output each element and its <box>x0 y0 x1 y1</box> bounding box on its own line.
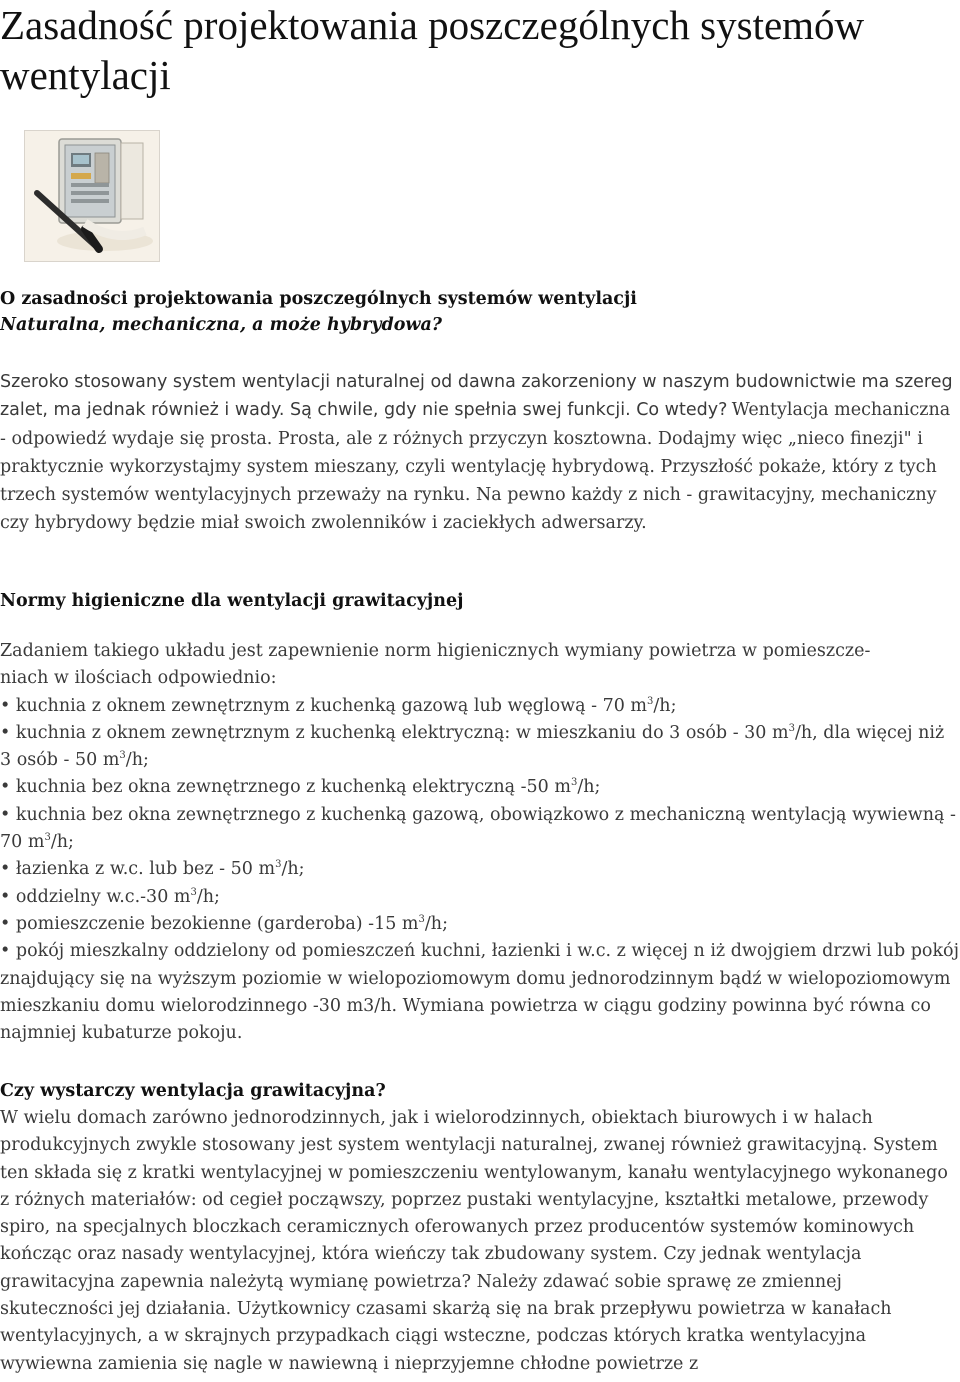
list-item: • kuchnia z oknem zewnętrznym z kuchenką gazową lub węglową - 70 $m^3/h$; <box>0 695 677 716</box>
list-item: • łazienka z w.c. lub bez - 50 $m^3/h$; <box>0 859 305 880</box>
intro-text-serif: Wentylacja mechaniczna - odpowiedź wydaje się prosta. Prosta, ale z różnych przyczyn kosztowna. Dodajmy więc „nieco finezji" i praktycznie wykorzystajmy system mieszany, czyli wentylację hybrydową. Przyszłość pokaże, który z tych trzech systemów wentylacyjnych przeważy na rynku. Na pewno każdy z nich - grawitacyjny, mechaniczny czy hybrydowy będzie miał swoich zwolenników i zaciekłych adwersarzy. <box>0 400 951 534</box>
ventilation-cabinet-image <box>25 131 159 261</box>
list-item: • oddzielny w.c.-30 $m^3/h$; <box>0 886 220 907</box>
lead-subheading: Naturalna, mechaniczna, a może hybrydowa? <box>0 315 443 335</box>
page-title: Zasadność projektowania poszczególnych systemów wentylacji <box>0 2 865 98</box>
list-item: • kuchnia z oknem zewnętrznym z kuchenką elektryczną: w mieszkaniu do 3 osób - 30 $m^3/h$, dla więcej niż 3 osób - 50 $m^3/h$; <box>0 722 945 771</box>
norms-body <box>0 638 960 1047</box>
list-item-last: • pokój mieszkalny oddzielony od pomieszczeń kuchni, łazienki i w.c. z więcej n iż dwojgiem drzwi lub pokój znajdujący się na wyższym poziomie w wielopoziomowym domu jednorodzinnym bądź w wielopoziomowym mieszkaniu domu wielorodzinnego -30 m3/h. Wymiana powietrza w ciągu godziny powinna być równa co najmniej kubaturze pokoju. <box>0 941 960 1044</box>
list-item: • kuchnia bez okna zewnętrznego z kuchenką gazową, obowiązkowo z mechaniczną wentylacją wywiewną - 70 $m^3/h$; <box>0 804 956 853</box>
list-item: • kuchnia bez okna zewnętrznego z kuchenką elektryczną -50 $m^3/h$; <box>0 777 601 798</box>
lead-section <box>0 286 960 338</box>
norms-heading: Normy higieniczne dla wentylacji grawitacyjnej <box>0 591 464 611</box>
intro-text-sans: Szeroko stosowany system wentylacji naturalnej od dawna zakorzeniony w naszym budownictwie ma szereg zalet, ma jednak również i wady. Są chwile, gdy nie spełnia swej funkcji. Co wtedy? <box>0 372 953 421</box>
gravity-heading: Czy wystarczy wentylacja grawitacyjna? <box>0 1081 386 1101</box>
ventilation-unit-photo <box>24 130 160 262</box>
list-item: • pomieszczenie bezokienne (garderoba) -15 $m^3/h$; <box>0 913 448 934</box>
norms-intro-line-2: niach w ilościach odpowiednio: <box>0 668 277 689</box>
norms-intro-line-1: Zadaniem takiego układu jest zapewnienie norm higienicznych wymiany powietrza w pomieszcze- <box>0 641 871 661</box>
gravity-paragraph: W wielu domach zarówno jednorodzinnych, jak i wielorodzinnych, obiektach biurowych i w halach produkcyjnych zwykle stosowany jest system wentylacji naturalnej, zwanej również grawitacyjną. System ten składa się z kratki wentylacyjnej w pomieszczeniu wentylowanym, kanału wentylacyjnego wykonanego z różnych materiałów: od cegieł począwszy, poprzez pustaki wentylacyjne, kształtki metalowe, przewody spiro, na specjalnych bloczkach ceramicznych oferowanych przez producentów systemów kominowych kończąc oraz nasady wentylacyjnej, która wieńczy tak zbudowany system. Czy jednak wentylacja grawitacyjna zapewnia należytą wymianę powietrza? Należy zdawać sobie sprawę ze zmiennej skuteczności jej działania. Użytkownicy czasami skarżą się na brak przepływu powietrza w kanałach wentylacyjnych, a w skrajnych przypadkach ciągi wsteczne, podczas których kratka wentylacyjna wywiewna zamienia się nagle w nawiewną i nieprzyjemne chłodne powietrze z <box>0 1108 948 1374</box>
intro-paragraph <box>0 368 960 538</box>
lead-heading: O zasadności projektowania poszczególnych systemów wentylacji <box>0 289 637 309</box>
